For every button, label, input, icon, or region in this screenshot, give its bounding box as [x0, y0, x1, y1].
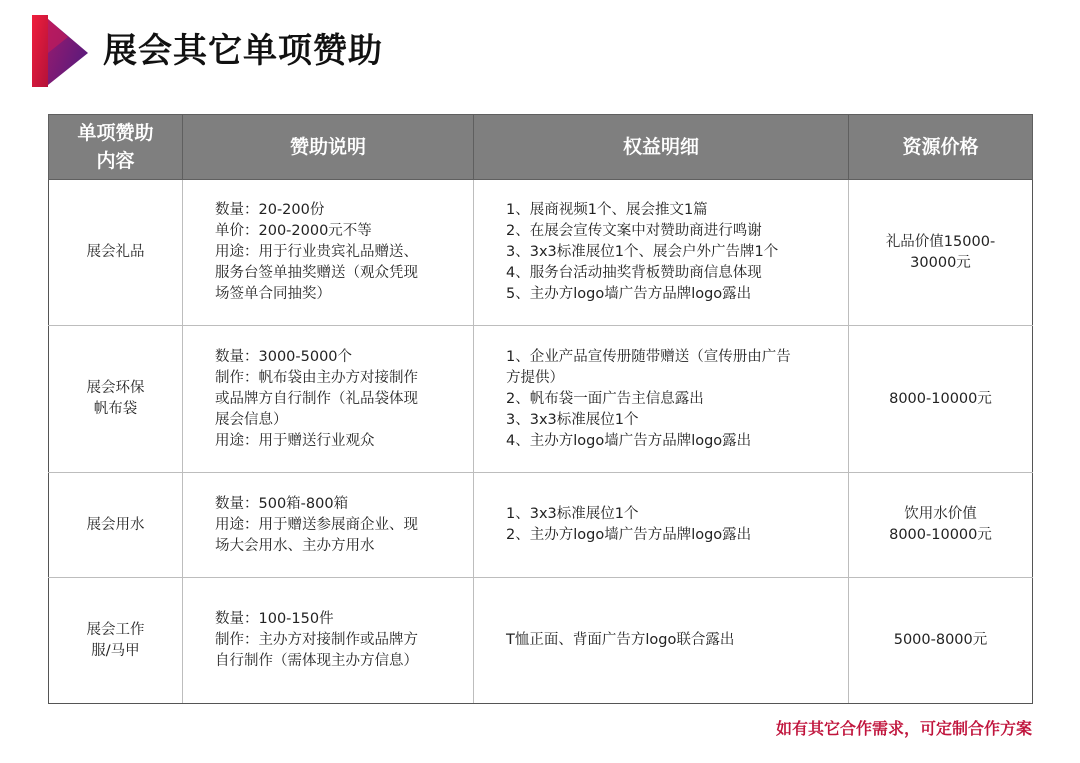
column-header: 资源价格: [849, 115, 1033, 180]
price-line: 礼品价值15000-: [885, 233, 996, 250]
item-benefits: [474, 578, 849, 704]
item-benefits: [474, 326, 849, 473]
item-name: 展会环保 帆布袋: [49, 326, 183, 473]
item-benefits: [474, 180, 849, 326]
benefit-line: 1、3x3标准展位1个: [506, 506, 639, 522]
description-line: 用途：用于赠送行业观众: [215, 432, 375, 449]
table-header-row: [49, 115, 1033, 180]
table-row: [49, 473, 1033, 578]
footer-note: 如有其它合作需求，可定制合作方案: [775, 719, 1032, 738]
description-line: 数量：3000-5000个: [215, 348, 353, 365]
benefit-line: 3、3x3标准展位1个: [506, 411, 639, 428]
column-header: 权益明细: [474, 115, 849, 180]
table-row: [49, 180, 1033, 326]
description-line: 数量：20-200份: [215, 202, 325, 218]
description-line: 数量：100-150件: [215, 611, 334, 627]
price-line: 30000元: [910, 254, 971, 271]
description-line: 展会信息）: [215, 411, 288, 428]
column-header: 赞助说明: [183, 115, 474, 180]
item-price: [849, 473, 1033, 578]
price-line: 5000-8000元: [893, 632, 988, 648]
benefit-line: 2、主办方logo墙广告方品牌logo露出: [506, 527, 752, 543]
table-row: [49, 578, 1033, 704]
benefit-line: 5、主办方logo墙广告方品牌logo露出: [506, 286, 752, 302]
benefit-line: 4、服务台活动抽奖背板赞助商信息体现: [506, 265, 762, 281]
sponsorship-table: [48, 114, 1033, 704]
item-name: 展会工作 服/马甲: [49, 578, 183, 704]
description-line: 单价：200-2000元不等: [215, 223, 372, 239]
item-price: [849, 578, 1033, 704]
item-description: [183, 180, 474, 326]
description-line: 数量：500箱-800箱: [215, 495, 349, 512]
description-line: 服务台签单抽奖赠送（观众凭现: [215, 265, 418, 281]
table-row: [49, 326, 1033, 473]
description-line: 或品牌方自行制作（礼品袋体现: [215, 390, 418, 407]
benefit-line: 3、3x3标准展位1个、展会户外广告牌1个: [506, 244, 779, 260]
benefit-line: 1、企业产品宣传册随带赠送（宣传册由广告: [506, 348, 791, 365]
benefit-line: 1、展商视频1个、展会推文1篇: [506, 202, 708, 218]
item-price: [849, 180, 1033, 326]
column-header: 单项赞助 内容: [49, 115, 183, 180]
item-description: [183, 473, 474, 578]
item-name: 展会用水: [49, 473, 183, 578]
price-line: 8000-10000元: [889, 390, 992, 407]
item-benefits: [474, 473, 849, 578]
description-line: 场签单合同抽奖）: [215, 286, 331, 302]
description-line: 自行制作（需体现主办方信息）: [215, 653, 418, 669]
benefit-line: 4、主办方logo墙广告方品牌logo露出: [506, 432, 752, 449]
benefit-line: 2、帆布袋一面广告主信息露出: [506, 390, 704, 407]
item-name: 展会礼品: [49, 180, 183, 326]
description-line: 场大会用水、主办方用水: [215, 537, 375, 554]
description-line: 制作：帆布袋由主办方对接制作: [215, 369, 418, 386]
item-description: [183, 326, 474, 473]
price-line: 8000-10000元: [889, 527, 992, 543]
benefit-line: 方提供）: [506, 369, 564, 386]
description-line: 用途：用于行业贵宾礼品赠送、: [215, 244, 418, 260]
item-description: [183, 578, 474, 704]
benefit-line: T恤正面、背面广告方logo联合露出: [506, 632, 735, 648]
page-title: 展会其它单项赞助: [103, 31, 383, 71]
description-line: 制作：主办方对接制作或品牌方: [215, 632, 418, 648]
price-line: 饮用水价值: [904, 506, 977, 522]
description-line: 用途：用于赠送参展商企业、现: [215, 516, 418, 533]
item-price: [849, 326, 1033, 473]
benefit-line: 2、在展会宣传文案中对赞助商进行鸣谢: [506, 223, 762, 239]
triangle-arrow-logo: [32, 15, 90, 87]
